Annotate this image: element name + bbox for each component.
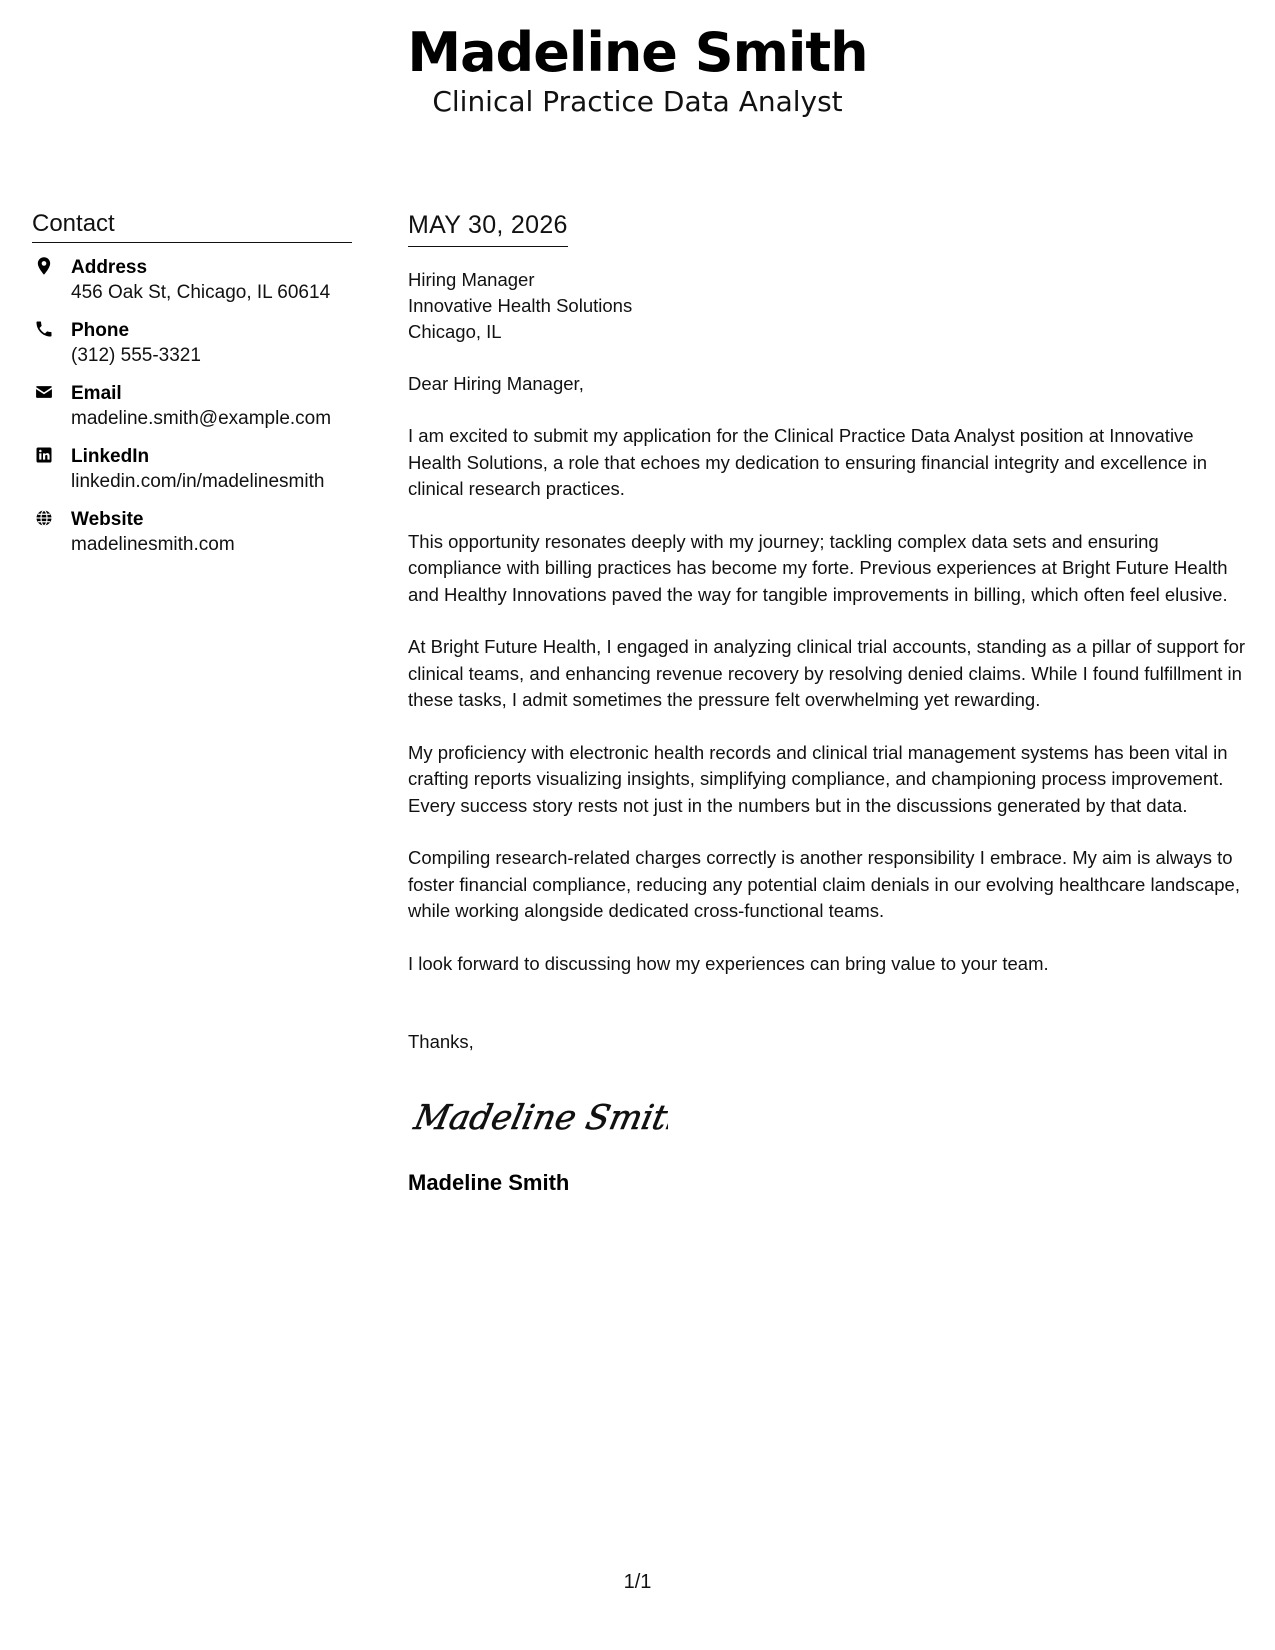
letter-paragraph: I look forward to discussing how my experiences can bring value to your team. bbox=[408, 952, 1049, 974]
page-number: 1/1 bbox=[623, 1571, 652, 1593]
salutation: Dear Hiring Manager, bbox=[408, 373, 584, 394]
applicant-name: Madeline Smith bbox=[407, 21, 868, 84]
globe-icon bbox=[34, 508, 54, 528]
contact-sidebar bbox=[32, 210, 352, 570]
envelope-icon bbox=[34, 382, 54, 402]
closing: Thanks, bbox=[408, 1031, 474, 1052]
handwritten-signature bbox=[408, 1085, 668, 1147]
letter-body bbox=[408, 210, 1250, 1197]
contact-item-linkedin bbox=[32, 444, 352, 494]
contact-heading: Contact bbox=[32, 210, 352, 243]
letter-paragraph: My proficiency with electronic health records and clinical trial management systems has been vital in crafting reports visualizing insights, simplifying compliance, and championing process improvement. Every success story rests not just in the numbers but in the discussions generated by that data. bbox=[408, 741, 1228, 816]
contact-label: Email bbox=[71, 383, 122, 404]
applicant-job-title: Clinical Practice Data Analyst bbox=[432, 85, 843, 118]
contact-item-phone bbox=[32, 318, 352, 368]
location-pin-icon bbox=[34, 256, 54, 276]
recipient-block bbox=[408, 267, 1250, 345]
phone-icon bbox=[34, 319, 54, 339]
contact-label: Website bbox=[71, 509, 144, 530]
website-value: madelinesmith.com bbox=[71, 534, 235, 555]
contact-label: LinkedIn bbox=[71, 446, 150, 467]
contact-item-website bbox=[32, 507, 352, 557]
email-value: madeline.smith@example.com bbox=[71, 408, 332, 429]
signature-text: Madeline Smith bbox=[410, 1098, 668, 1138]
signer-name: Madeline Smith bbox=[408, 1170, 570, 1195]
letter-paragraph: Compiling research-related charges correctly is another responsibility I embrace. My aim is always to foster financial compliance, reducing any potential claim denials in our evolving healthcare landscape, while working alongside dedicated cross-functional teams. bbox=[408, 847, 1240, 921]
signature-drawing bbox=[408, 1085, 668, 1147]
contact-label: Address bbox=[71, 257, 148, 278]
letter-paragraph: This opportunity resonates deeply with my journey; tackling complex data sets and ensuring compliance with billing practices has become my forte. Previous experiences at Bright Future Health and Healthy Innovations paved the way for tangible improvements in billing, which often feel elusive. bbox=[408, 530, 1228, 605]
recipient-company: Innovative Health Solutions bbox=[408, 295, 633, 316]
address-value: 456 Oak St, Chicago, IL 60614 bbox=[71, 282, 331, 303]
linkedin-icon bbox=[34, 445, 54, 465]
contact-item-email bbox=[32, 381, 352, 431]
contact-label: Phone bbox=[71, 320, 130, 341]
recipient-location: Chicago, IL bbox=[408, 321, 502, 342]
linkedin-value: linkedin.com/in/madelinesmith bbox=[71, 471, 325, 492]
letter-paragraph: At Bright Future Health, I engaged in analyzing clinical trial accounts, standing as a pillar of support for clinical teams, and enhancing revenue recovery by resolving denied claims. While I found fulfillment in these tasks, I admit sometimes the pressure felt overwhelming yet rewarding. bbox=[408, 636, 1246, 710]
recipient-title: Hiring Manager bbox=[408, 269, 535, 290]
letter-date: MAY 30, 2026 bbox=[408, 210, 568, 247]
letter-header bbox=[0, 22, 1275, 120]
phone-value: (312) 555-3321 bbox=[71, 345, 201, 366]
contact-item-address bbox=[32, 255, 352, 305]
contact-list bbox=[32, 255, 352, 557]
letter-paragraph: I am excited to submit my application for the Clinical Practice Data Analyst position at Innovative Health Solutions, a role that echoes my dedication to ensuring financial integrity and excellence in clinical research practices. bbox=[408, 425, 1208, 499]
